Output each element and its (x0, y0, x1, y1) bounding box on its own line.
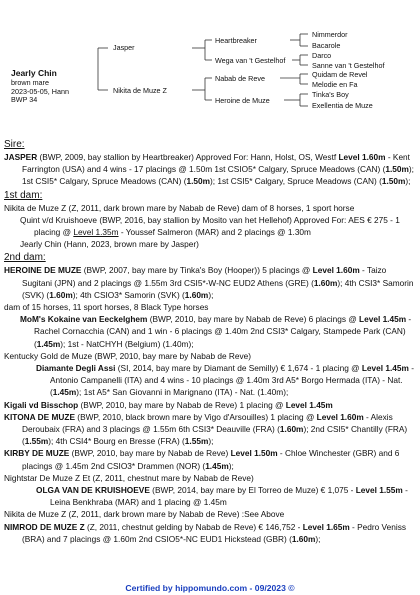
horse-bwp: BWP 34 (11, 95, 38, 105)
pedigree-sire-sire: Heartbreaker (215, 36, 257, 45)
sire-entry: JASPER (BWP, 2009, bay stallion by Heartbreaker) Approved For: Hann, Holst, OS, Westf Level 1.60m - Kent Farrington (USA) and 4 wins - 17 placings @ 1.50m 1st CSIO5* Calgary, Spruce Meadows (CAN) (1.50m); 1st CSI5* Calgary, Spruce Meadows (CAN) (1.50m); 1st CSI5* Calgary, Spruce Meadows (CAN) (1.50m); (4, 152, 414, 187)
dam1-entry: Nikita de Muze Z (Z, 2011, dark brown mare by Nabab de Reve) dam of 8 horses, 1 sport horse (4, 202, 355, 213)
pedigree-g3-7: Tinka's Boy (312, 90, 349, 99)
offspring-kitona: KITONA DE MUZE (BWP, 2010, black brown mare by Vigo d'Arsouilles) 1 placing @ Level 1.60m - Alexis Deroubaix (FRA) and 3 placings @ 1.55m 6th CSI3* Deauville (FRA) (1.60m); 2nd CSI5* Chantilly (FRA) (1.55m); 4th CSI4* Bourg en Bresse (FRA) (1.55m); (4, 411, 408, 447)
pedigree-report (4, 137, 416, 545)
offspring-mom: MoM's Kokaine van Eeckelghem (BWP, 2010, bay mare by Nabab de Reve) 6 placings @ Level 1.45m - Rachel Cornacchia (CAN) and 1 win - 6 placings @ 1.40m 2nd CSI3* Calgary, Stampede Park (CAN) (1.45m); 1st - NatCHYH (Belgium) (1.40m); (20, 314, 412, 349)
offspring-nikita: Nikita de Muze Z (Z, 2011, dark brown mare by Nabab de Reve) :See Above (4, 509, 285, 520)
pedigree-g3-6: Melodie en Fa (312, 80, 358, 89)
pedigree-g3-5: Quidam de Revel (312, 70, 368, 79)
pedigree-dam-dam: Heroine de Muze (215, 96, 270, 105)
offspring-diamante: Diamante Degli Assi (SI, 2014, bay mare by Diamant de Semilly) € 1,674 - 1 placing @ Level 1.45m - Antonio Campanelli (ITA) and 4 wins - 10 placings @ 1.40m 3rd A5* Borgo Hermada (ITA) - Nat. (1.45m); 1st A5* San Giovanni in Marignano (ITA) - Nat. (1.40m); (36, 363, 414, 398)
pedigree-g3-3: Darco (312, 51, 332, 60)
horse-born: 2023-05-05, Hann (11, 86, 69, 96)
pedigree-sire-dam: Wega van 't Gestelhof (215, 56, 286, 65)
pedigree-sire: Jasper (113, 43, 135, 52)
offspring-kentucky: Kentucky Gold de Muze (BWP, 2010, bay mare by Nabab de Reve) (4, 350, 252, 361)
sire-level: Level 1.60m (338, 152, 386, 162)
dam2-produce-summary: dam of 15 horses, 11 sport horses, 8 Black Type horses (4, 302, 209, 313)
horse-color-sex: brown mare (11, 78, 49, 87)
dam2-name: HEROINE DE MUZE (4, 265, 82, 276)
dam1-heading: 1st dam: (4, 189, 43, 201)
offspring-kigali: Kigali vd Bisschop (BWP, 2010, bay mare by Nabab de Reve) 1 placing @ Level 1.45m (4, 399, 333, 410)
offspring-olga: OLGA VAN DE KRUISHOEVE (BWP, 2014, bay mare by El Torreo de Muze) € 1,075 - Level 1.55m - Leina Benkhraba (MAR) and 1 placing @ 1.45m (36, 485, 408, 508)
horse-info (11, 79, 69, 105)
pedigree-tree (0, 0, 420, 134)
offspring-quint: Quint v/d Kruishoeve (BWP, 2016, bay stallion by Mosito van het Hellehof) Approved For: AES € 275 - 1 placing @ Level 1.35m - Youssef Salmeron (MAR) and 2 placings @ 1.30m (20, 214, 400, 238)
quint-level: Level 1.35m (73, 227, 119, 238)
pedigree-g3-1: Nimmerdor (312, 30, 348, 39)
pedigree-g3-2: Bacarole (312, 41, 341, 50)
dam2-entry: HEROINE DE MUZE (BWP, 2007, bay mare by Tinka's Boy (Hooper)) 5 placings @ Level 1.60m - Taizo Sugitani (JPN) and 2 placings @ 1.55m 3rd CSI5*-W-NC EUD2 Athens (GRE) (1.60m); 4th CSI3* Samorin (SVK) (1.60m); 4th CSIO3* Samorin (SVK) (1.60m); (4, 265, 414, 300)
offspring-kirby: KIRBY DE MUZE (BWP, 2010, bay mare by Nabab de Reve) Level 1.50m - Chloe Winchester (GBR) and 6 placings @ 1.45m 2nd CSIO3* Drammen (NOR) (1.45m); (4, 448, 400, 471)
certification-footer: Certified by hippomundo.com - 09/2023 © (125, 583, 295, 593)
offspring-jearly: Jearly Chin (Hann, 2023, brown mare by Jasper) (20, 239, 199, 250)
pedigree-dam: Nikita de Muze Z (113, 86, 167, 95)
dam2-heading: 2nd dam: (4, 252, 46, 264)
horse-name: Jearly Chin (11, 68, 57, 78)
sire-heading: Sire: (4, 139, 25, 150)
offspring-nimrod: NIMROD DE MUZE Z (Z, 2011, chestnut gelding by Nabab de Reve) € 146,752 - Level 1.65m - Pedro Veniss (BRA) and 7 placings @ 1.60m 2nd CSIO5*-NC EUD1 Hickstead (GBR) (1.60m); (4, 521, 406, 544)
offspring-nightstar: Nightstar De Muze Z Et (Z, 2011, chestnut mare by Nabab de Reve) (4, 472, 254, 483)
pedigree-g3-8: Exellentia de Muze (312, 101, 373, 110)
sire-name: JASPER (4, 152, 38, 162)
pedigree-g3-4: Sanne van 't Gestelhof (312, 61, 385, 70)
pedigree-dam-sire: Nabab de Reve (215, 74, 265, 83)
